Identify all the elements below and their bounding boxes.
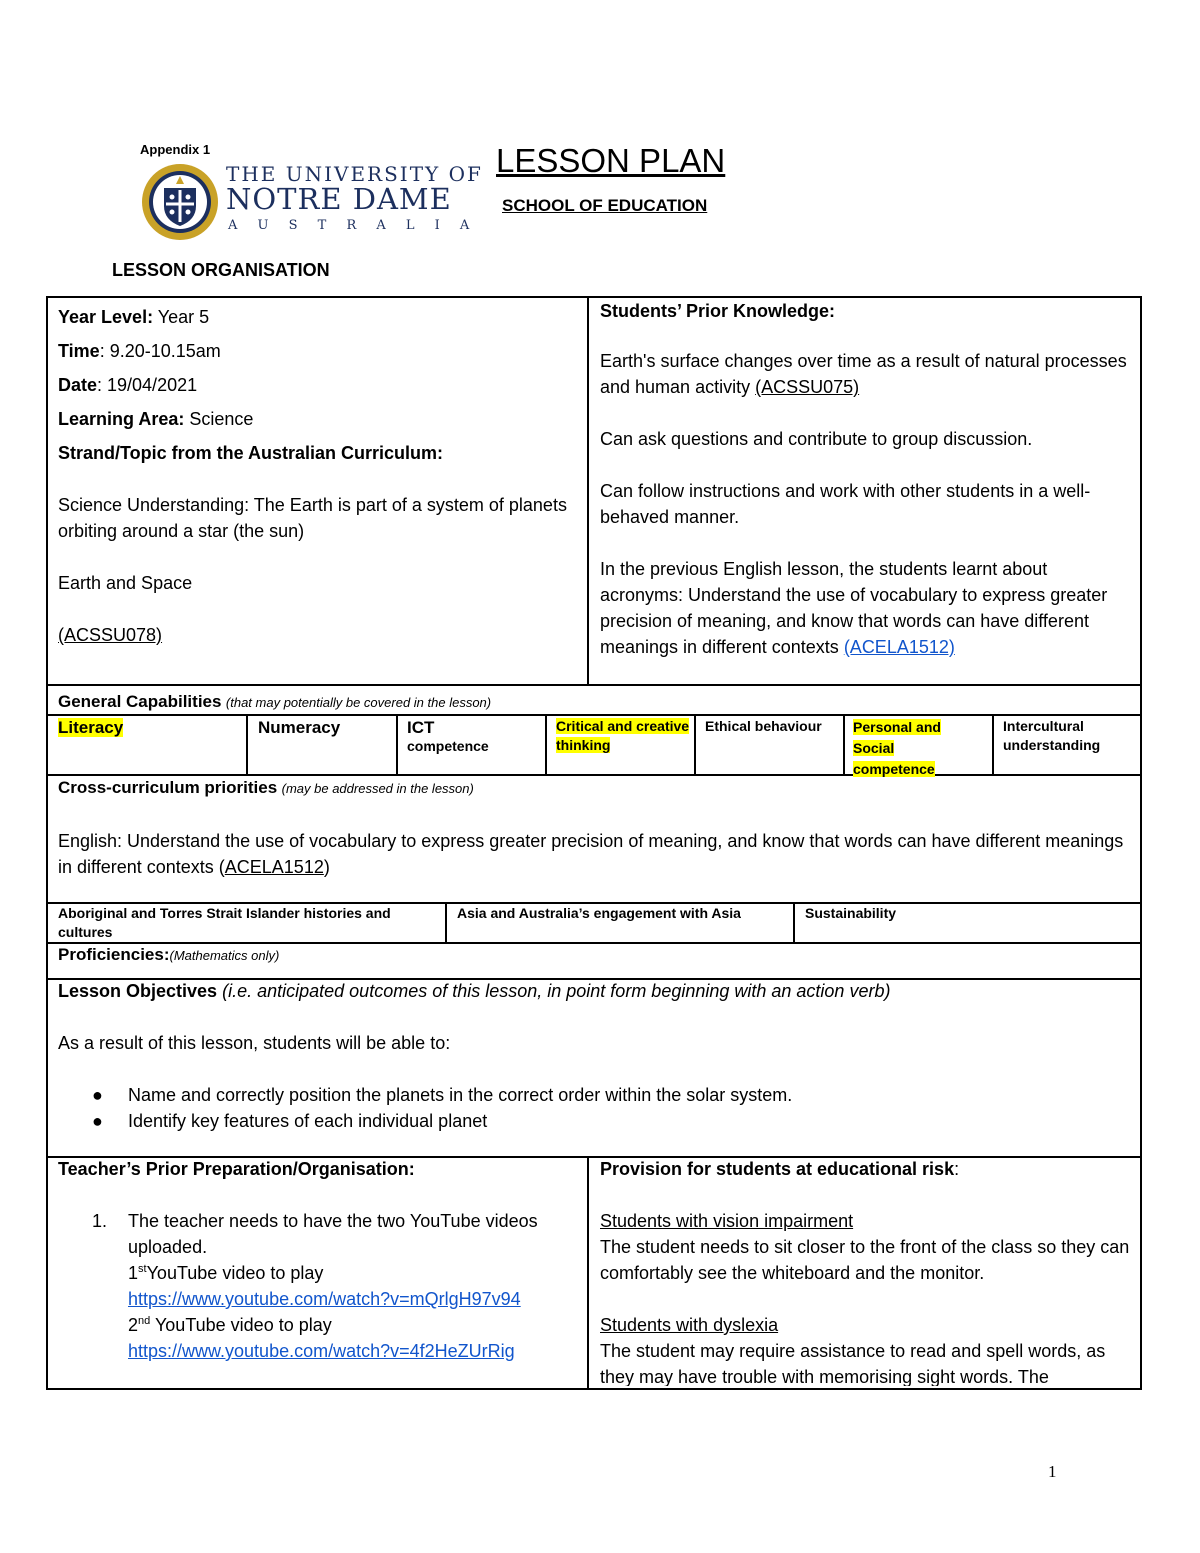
objectives-note: (i.e. anticipated outcomes of this lesson, in point form beginning with an action verb) (222, 981, 891, 1001)
lesson-details (58, 304, 578, 648)
prior-knowledge-label: Students’ Prior Knowledge: (600, 301, 836, 321)
vision-impairment-text: The student needs to sit closer to the front of the class so they can comfortably see the whiteboard and the monitor. (600, 1237, 1130, 1283)
priority-aboriginal: Aboriginal and Torres Strait Islander histories and cultures (58, 905, 391, 940)
priority-asia: Asia and Australia’s engagement with Asia (457, 905, 741, 921)
prior-point-2: Can ask questions and contribute to group discussion. (600, 429, 1033, 449)
prior-knowledge (600, 298, 1132, 660)
cross-curriculum-heading: Cross-curriculum priorities (may be addressed in the lesson) (58, 778, 474, 797)
objective-item: ● Identify key features of each individual planet (92, 1111, 488, 1131)
logo-line-1: THE UNIVERSITY OF (226, 162, 483, 186)
cross-curriculum-code: ACELA1512 (224, 857, 324, 877)
educational-risk-provision: Provision for students at educational risk: Students with vision impairment The student needs to sit closer to the front of the class so they can comfortably see the whiteboard and the monitor. Students with dyslexia The student may require assistance to read and spell words, as they may have trouble with memorising sight words. The (600, 1156, 1134, 1386)
prior-point-4: In the previous English lesson, the students learnt about acronyms: Understand the use of vocabulary to express greater precision of meaning, and know that words can have different meanings in different contexts (600, 559, 1108, 657)
capability-ict: ICT competence (407, 718, 489, 754)
capability-literacy: Literacy (58, 718, 124, 737)
prior-point-3: Can follow instructions and work with other students in a well-behaved manner. (600, 481, 1091, 527)
youtube-video-1-link[interactable]: https://www.youtube.com/watch?v=mQrlgH97v94 (128, 1289, 521, 1309)
youtube-video-2-link[interactable]: https://www.youtube.com/watch?v=4f2HeZUrRig (128, 1341, 515, 1361)
date-value: : 19/04/2021 (97, 375, 198, 395)
document-subtitle: SCHOOL OF EDUCATION (502, 196, 708, 215)
provision-label: Provision for students at educational risk (600, 1159, 955, 1179)
year-level-label: Year Level: (58, 307, 154, 327)
capability-numeracy: Numeracy (258, 718, 341, 737)
page-number: 1 (1048, 1462, 1057, 1481)
objective-item: ● Name and correctly position the planets in the correct order within the solar system. (92, 1085, 793, 1105)
year-level-value: Year 5 (157, 307, 210, 327)
objectives-label: Lesson Objectives (58, 981, 218, 1001)
acela1512-link[interactable]: (ACELA1512) (843, 637, 955, 657)
capability-ethical: Ethical behaviour (705, 718, 822, 734)
capability-personal-social: Personal and Social competence (853, 719, 941, 777)
general-capabilities-heading: General Capabilities (that may potentially be covered in the lesson) (58, 692, 492, 711)
capability-intercultural: Intercultural understanding (1003, 718, 1101, 753)
strand-text: Science Understanding: The Earth is part of a system of planets orbiting around a star (the sun) (58, 495, 567, 541)
dyslexia-text: The student may require assistance to read and spell words, as they may have trouble with memorising sight words. The (600, 1341, 1106, 1386)
section-heading: LESSON ORGANISATION (112, 260, 330, 280)
learning-area-value: Science (189, 409, 254, 429)
appendix-label: Appendix 1 (140, 142, 211, 157)
logo-line-3: A U S T R A L I A (228, 218, 478, 233)
lesson-objectives (58, 978, 1134, 1134)
vision-impairment-heading: Students with vision impairment (600, 1211, 854, 1231)
document-title: LESSON PLAN (496, 142, 726, 179)
time-value: : 9.20-10.15am (99, 341, 221, 361)
strand-label: Strand/Topic from the Australian Curriculum: (58, 443, 444, 463)
time-label: Time (58, 341, 100, 361)
priority-sustainability: Sustainability (805, 905, 897, 921)
prior-point-1-code: (ACSSU075) (755, 377, 860, 397)
teacher-preparation (58, 1156, 582, 1364)
preparation-step: 1. The teacher needs to have the two YouTube videos uploaded. 1stYouTube video to play https://www.youtube.com/watch?v=mQrlgH97v94 2nd YouTube video to play https://www.youtube.com/watch?v=4f2HeZUrRig (92, 1211, 538, 1361)
prior-point-1: Earth's surface changes over time as a result of natural processes and human activity (600, 351, 1127, 397)
date-label: Date (58, 375, 98, 395)
capability-critical-thinking: Critical and creative thinking (556, 718, 690, 753)
strand-subtopic: Earth and Space (58, 573, 193, 593)
proficiencies-heading: Proficiencies:(Mathematics only) (58, 945, 280, 964)
logo-line-2: NOTRE DAME (226, 182, 452, 216)
objectives-intro: As a result of this lesson, students will be able to: (58, 1033, 451, 1053)
dyslexia-heading: Students with dyslexia (600, 1315, 779, 1335)
strand-code: (ACSSU078) (58, 625, 163, 645)
learning-area-label: Learning Area: (58, 409, 185, 429)
cross-curriculum-text: English: Understand the use of vocabulary to express greater precision of meaning, and know that words can have different meanings in different contexts (ACELA1512) (58, 831, 1124, 877)
university-seal-logo (140, 162, 220, 242)
teacher-preparation-label: Teacher’s Prior Preparation/Organisation: (58, 1159, 415, 1179)
